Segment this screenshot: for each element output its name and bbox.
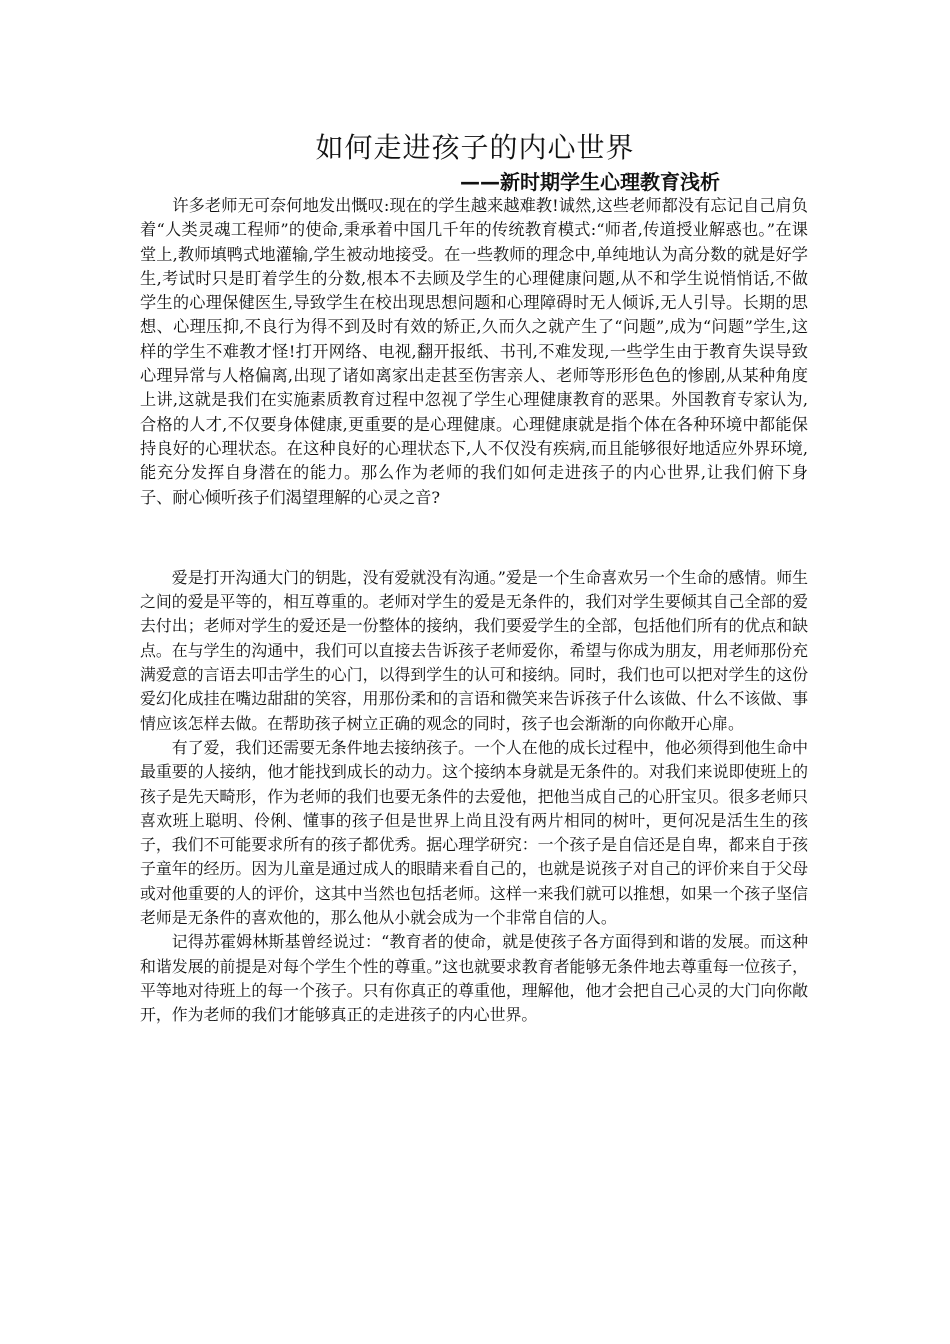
body-paragraph-love: 爱是打开沟通大门的钥匙，没有爱就没有沟通。”爱是一个生命喜欢另一个生命的感情。师生之间的爱是平等的，相互尊重的。老师对学生的爱是无条件的，我们对学生要倾其自己全部的爱去付出；老师对学生的爱还是一份整体的接纳，我们要爱学生的全部，包括他们所有的优点和缺点。在与学生的沟通中，我们可以直接去告诉孩子老师爱你，希望与你成为朋友，用老师那份充满爱意的言语去叩击学生的心门，以得到学生的认可和接纳。同时，我们也可以把对学生的这份爱幻化成挂在嘴边甜甜的笑容，用那份柔和的言语和微笑来告诉孩子什么该做、什么不该做、事情应该怎样去做。在帮助孩子树立正确的观念的同时，孩子也会渐渐的向你敞开心扉。 [140, 567, 808, 733]
body-paragraph-respect: 记得苏霍姆林斯基曾经说过：“教育者的使命，就是使孩子各方面得到和谐的发展。而这种和谐发展的前提是对每个学生个性的尊重。”这也就要求教育者能够无条件地去尊重每一位孩子，平等地对待班上的每一个孩子。只有你真正的尊重他，理解他，他才会把自己心灵的大门向你敞开，作为老师的我们才能够真正的走进孩子的内心世界。 [140, 932, 808, 1025]
document-title: 如何走进孩子的内心世界 [315, 131, 635, 164]
body-paragraph-acceptance: 有了爱，我们还需要无条件地去接纳孩子。一个人在他的成长过程中，他必须得到他生命中最重要的人接纳，他才能找到成长的动力。这个接纳本身就是无条件的。对我们来说即使班上的孩子是先天畸形，作为老师的我们也要无条件的去爱他，把他当成自己的心肝宝贝。很多老师只喜欢班上聪明、伶俐、懂事的孩子但是世界上尚且没有两片相同的树叶，更何况是活生生的孩子，我们不可能要求所有的孩子都优秀。据心理学研究：一个孩子是自信还是自卑，都来自于孩子童年的经历。因为儿童是通过成人的眼睛来看自己的，也就是说孩子对自己的评价来自于父母或对他重要的人的评价，这其中当然也包括老师。这样一来我们就可以推想，如果一个孩子坚信老师是无条件的喜欢他的，那么他从小就会成为一个非常自信的人。 [140, 737, 808, 928]
document-subtitle: ——新时期学生心理教育浅析 [460, 170, 720, 194]
intro-paragraph: 许多老师无可奈何地发出慨叹:现在的学生越来越难教!诚然,这些老师都没有忘记自己肩负着“人类灵魂工程师”的使命,秉承着中国几千年的传统教育模式:“师者,传道授业解惑也。”在课堂上,教师填鸭式地灌输,学生被动地接受。在一些教师的理念中,单纯地认为高分数的就是好学生,考试时只是盯着学生的分数,根本不去顾及学生的心理健康问题,从不和学生说悄悄话,不做学生的心理保健医生,导致学生在校出现思想问题和心理障碍时无人倾诉,无人引导。长期的思想、心理压抑,不良行为得不到及时有效的矫正,久而久之就产生了“问题”,成为“问题”学生,这样的学生不难教才怪!打开网络、电视,翻开报纸、书刊,不难发现,一些学生由于教育失误导致心理异常与人格偏离,出现了诸如离家出走甚至伤害亲人、老师等形形色色的惨剧,从某种角度上讲,这就是我们在实施素质教育过程中忽视了学生心理健康教育的恶果。外国教育专家认为,合格的人才,不仅要身体健康,更重要的是心理健康。心理健康就是指个体在各种环境中都能保持良好的心理状态。在这种良好的心理状态下,人不仅没有疾病,而且能够很好地适应外界环境,能充分发挥自身潜在的能力。那么作为老师的我们如何走进孩子的内心世界,让我们俯下身子、耐心倾听孩子们渴望理解的心灵之音? [140, 196, 808, 507]
document-body [140, 194, 808, 1028]
paragraph-gap [140, 510, 808, 566]
